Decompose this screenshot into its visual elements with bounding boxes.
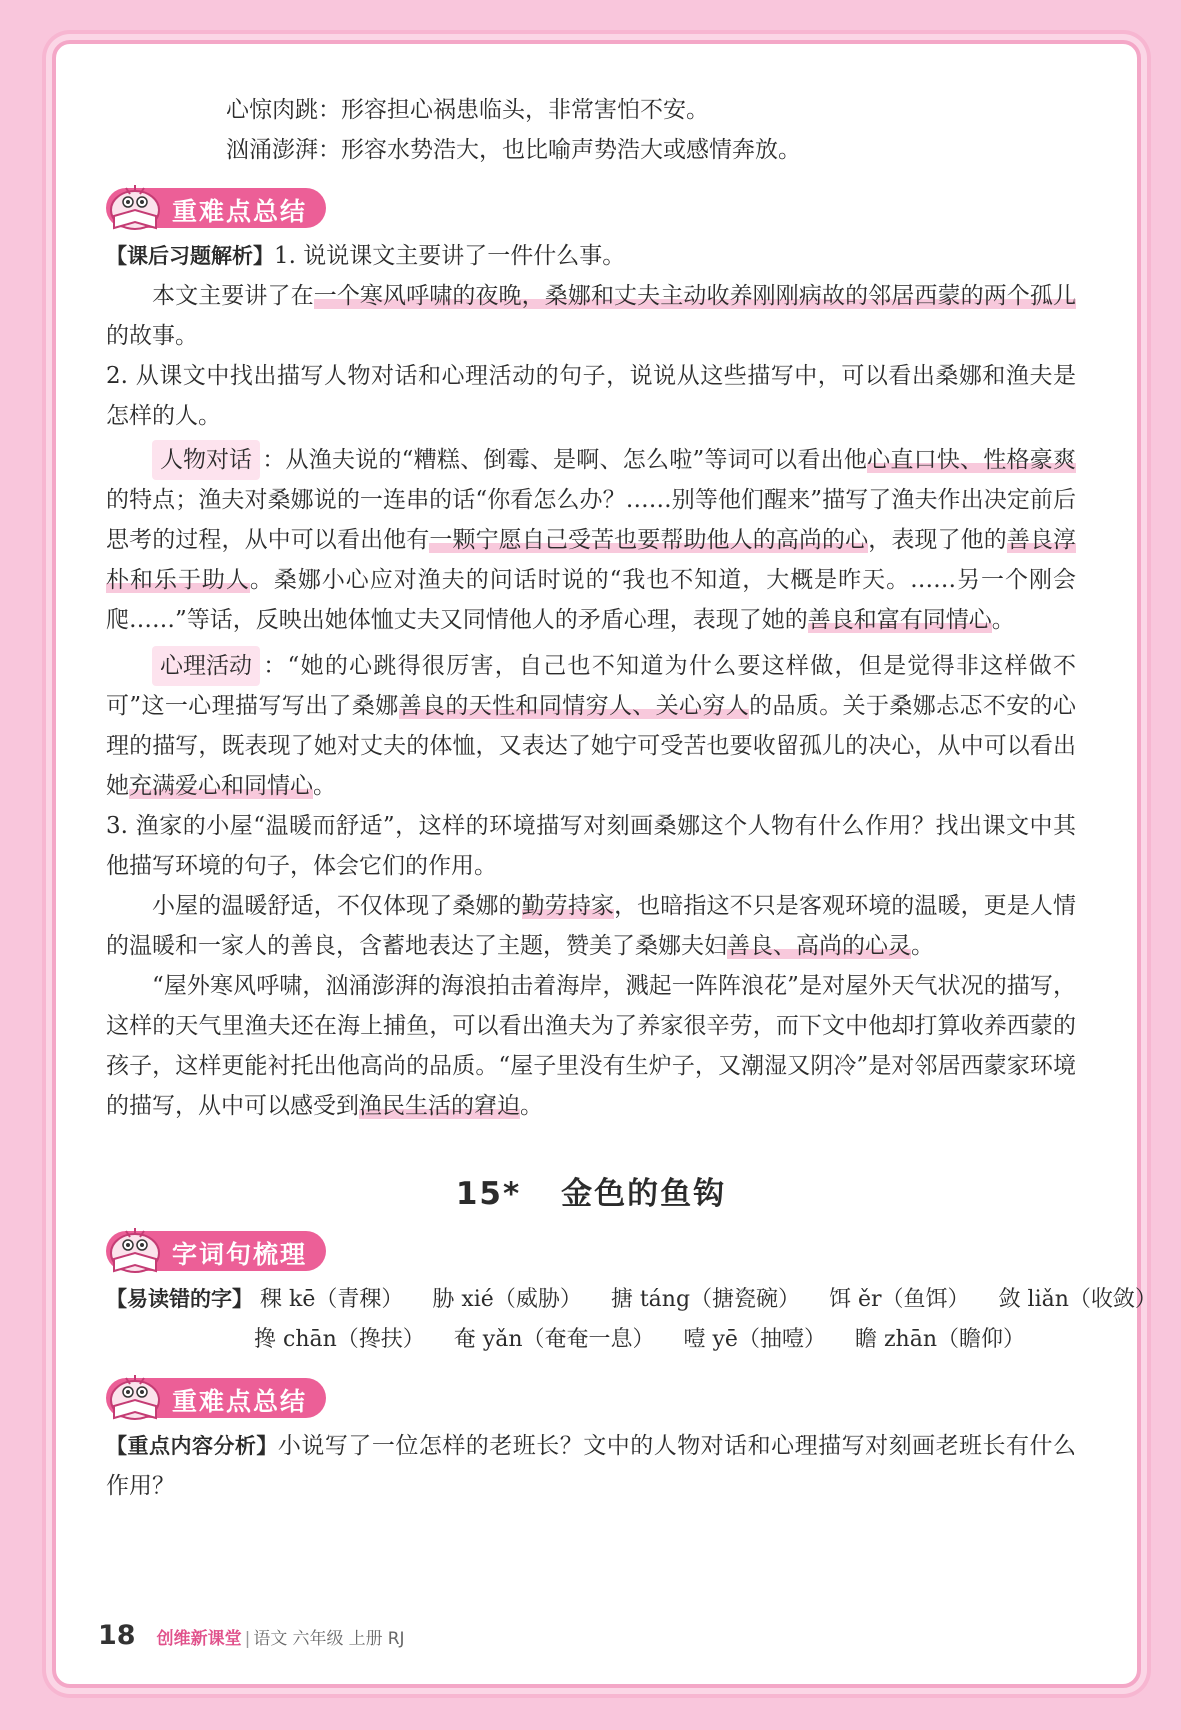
char-item: 稞 kē（青稞） (260, 1287, 404, 1312)
char-item: 胁 xié（威胁） (432, 1287, 582, 1312)
section-badge-vocabulary (106, 1227, 326, 1273)
answer-2-mind (106, 646, 1076, 806)
answer-text: 的特点；渔夫对桑娜说的一连串的话“你看怎么办？……别等他们醒来”描写了渔夫作出决定前后思考的过程，从中可以看出他有 (106, 487, 1076, 553)
footer-separator: | (244, 1629, 251, 1649)
answer-text: 的故事。 (106, 323, 198, 349)
answer-text: 本文主要讲了在 (152, 283, 314, 309)
char-item: 敛 liǎn（收敛） (998, 1287, 1157, 1312)
char-item: 搪 táng（搪瓷碗） (610, 1287, 801, 1312)
badge-label: 重难点总结 (172, 197, 308, 226)
answer-highlight: 善良、高尚的心灵 (727, 933, 911, 959)
badge-label: 重难点总结 (172, 1387, 308, 1416)
page-number: 18 (98, 1620, 136, 1651)
section-badge-key-points-2 (106, 1374, 326, 1420)
answer-text: “屋外寒风呼啸，汹涌澎湃的海浪拍击着海岸，溅起一阵阵浪花”是对屋外天气状况的描写，这样的天气里渔夫还在海上捕鱼，可以看出渔夫为了养家很辛劳，而下文中他却打算收养西蒙的孩子，这样更能衬托出他高尚的品质。“屋子里没有生炉子，又潮湿又阴冷”是对邻居西蒙家环境的描写，从中可以感受到 (106, 973, 1076, 1119)
answer-text: 。 (520, 1093, 543, 1119)
question-text: 1. 说说课文主要讲了一件什么事。 (274, 243, 626, 269)
answer-3-part-1 (106, 886, 1076, 966)
footer-subject: 语文 (253, 1629, 288, 1649)
answer-highlight: 善良的天性和同情穷人、关心穷人 (398, 693, 750, 719)
answer-2-dialog (106, 440, 1076, 640)
answer-3-part-2 (106, 966, 1076, 1126)
analysis-tag: 【重点内容分析】 (106, 1434, 278, 1458)
answer-highlight: 善良淳朴和乐于助人 (106, 527, 1077, 593)
exercise-tag: 【课后习题解析】 (106, 244, 274, 268)
char-item: 噎 yē（抽噎） (683, 1327, 826, 1352)
question-2: 2. 从课文中找出描写人物对话和心理活动的句子，说说从这些描写中，可以看出桑娜和渔夫是怎样的人。 (106, 363, 1076, 429)
answer-highlight: 一个寒风呼啸的夜晚，桑娜和丈夫主动收养刚刚病故的邻居西蒙的两个孤儿 (313, 283, 1077, 309)
answer-text: ，也暗指这不只是客观环境的温暖，更是人情的温暖和一家人的善良，含蓄地表达了主题，赞美了桑娜夫妇 (106, 893, 1077, 959)
answer-1 (106, 276, 1076, 356)
question-3: 3. 渔家的小屋“温暖而舒适”，这样的环境描写对刻画桑娜这个人物有什么作用？找出课文中其他描写环境的句子，体会它们的作用。 (106, 813, 1076, 879)
badge-label: 字词句梳理 (172, 1240, 308, 1269)
answer-text: 。 (313, 773, 336, 799)
footer-volume: 上册 (348, 1629, 383, 1649)
analysis (106, 1426, 1076, 1506)
answer-text: ，表现了他的 (868, 527, 1007, 553)
footer-grade: 六年级 (292, 1629, 344, 1649)
answer-highlight: 一颗宁愿自己受苦也要帮助他人的高尚的心 (429, 527, 869, 553)
mind-label: 心理活动 (152, 646, 260, 686)
answer-text: 。桑娜小心应对渔夫的问话时说的“我也不知道，大概是昨天。……另一个刚会爬……”等话，反映出她体恤丈夫又同情他人的矛盾心理，表现了她的 (106, 567, 1077, 633)
book-mascot-icon (108, 1223, 162, 1275)
answer-text: 。 (991, 607, 1015, 633)
lesson-name: 金色的鱼钩 (561, 1176, 727, 1212)
chars-tag: 【易读错的字】 (106, 1287, 253, 1311)
answer-highlight: 勤劳持家 (521, 893, 615, 919)
answer-highlight: 渔民生活的窘迫 (359, 1093, 520, 1119)
dialog-label: 人物对话 (152, 440, 260, 480)
lesson-number: 15* (455, 1176, 522, 1212)
question-1 (106, 236, 1076, 276)
answer-text: 。 (911, 933, 934, 959)
definition-item: 心惊肉跳：形容担心祸患临头，非常害怕不安。 (226, 97, 709, 123)
char-item: 饵 ěr（鱼饵） (829, 1287, 970, 1312)
page-footer (98, 1620, 998, 1660)
chars-row-2 (106, 1320, 1076, 1360)
char-item: 瞻 zhān（瞻仰） (854, 1327, 1025, 1352)
section-badge-key-points (106, 184, 326, 230)
analysis-text: 小说写了一位怎样的老班长？文中的人物对话和心理描写对刻画老班长有什么作用？ (106, 1433, 1077, 1499)
book-mascot-icon (108, 1370, 162, 1422)
answer-text: ：从渔夫说的“糟糕、倒霉、是啊、怎么啦”等词可以看出他 (262, 447, 868, 473)
brand-name: 创维新课堂 (156, 1629, 242, 1649)
answer-highlight: 心直口快、性格豪爽 (867, 447, 1076, 473)
page-content (106, 90, 1157, 1506)
answer-highlight: 善良和富有同情心 (807, 607, 992, 633)
lesson-title (106, 1168, 1076, 1213)
answer-highlight: 充满爱心和同情心 (129, 773, 313, 799)
char-item: 奄 yǎn（奄奄一息） (453, 1327, 655, 1352)
chars-row-1 (106, 1279, 1157, 1320)
definition-item: 汹涌澎湃：形容水势浩大，也比喻声势浩大或感情奔放。 (226, 137, 801, 163)
footer-edition: RJ (387, 1629, 405, 1649)
answer-text: 的品质。关于桑娜忐忑不安的心理的描写，既表现了她对丈夫的体恤，又表达了她宁可受苦也要收留孤儿的决心，从中可以看出她 (106, 693, 1077, 799)
answer-text: 小屋的温暖舒适，不仅体现了桑娜的 (152, 893, 522, 919)
book-mascot-icon (108, 180, 162, 232)
answer-text: ：“她的心跳得很厉害，自己也不知道为什么要这样做，但是觉得非这样做不可”这一心理描写写出了桑娜 (106, 653, 1076, 719)
char-item: 搀 chān（搀扶） (254, 1327, 425, 1352)
